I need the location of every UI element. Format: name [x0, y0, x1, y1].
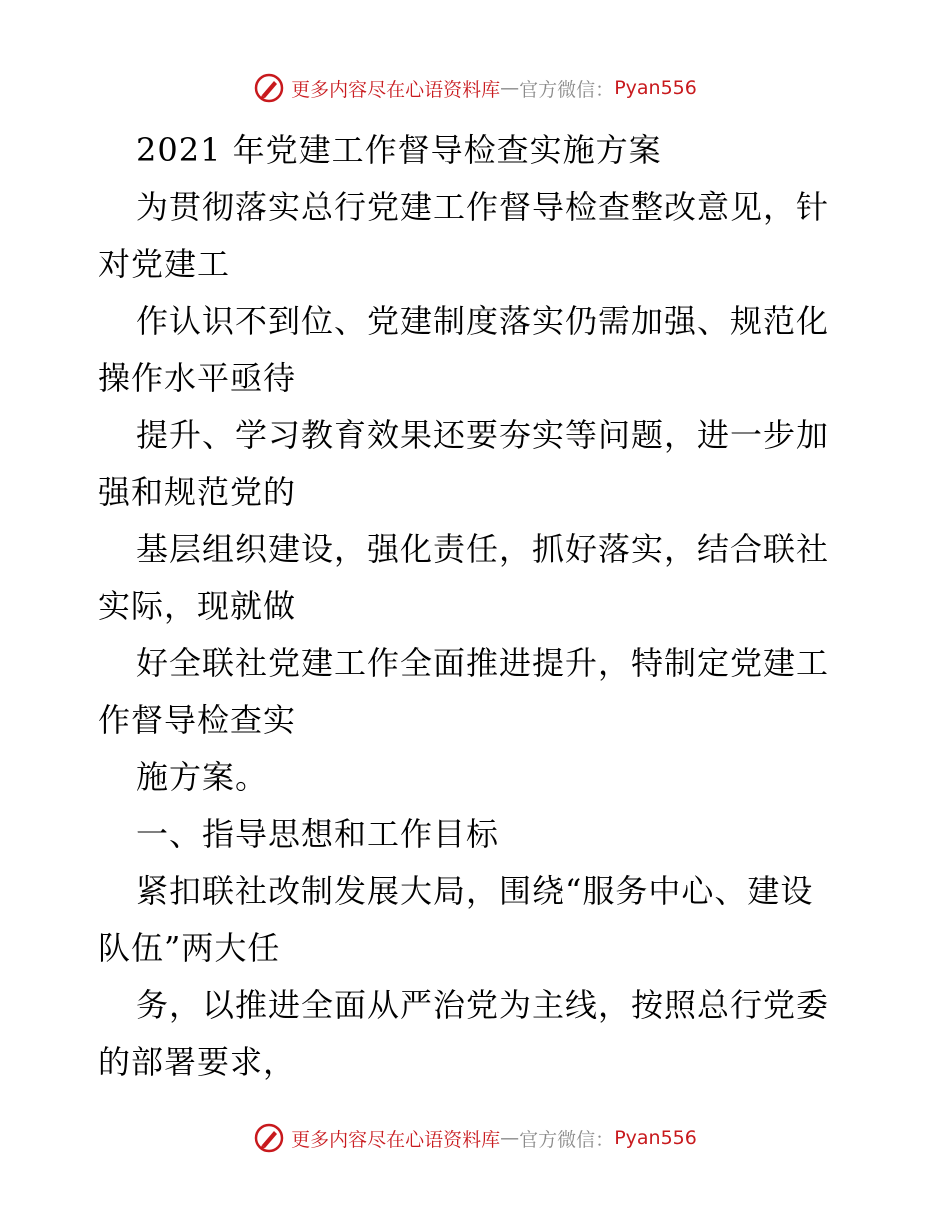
text-line: 的部署要求， [98, 1043, 297, 1081]
footer-watermark [0, 1122, 950, 1154]
pen-logo-icon [253, 1122, 285, 1154]
text-line: 作认识不到位、党建制度落实仍需加强、规范化 [136, 302, 830, 340]
section-heading: 一、指导思想和工作目标 [136, 815, 500, 853]
text-line: 基层组织建设，强化责任，抓好落实，结合联社 [136, 530, 830, 568]
text-line: 作督导检查实 [98, 701, 297, 739]
text-line: 强和规范党的 [98, 473, 297, 511]
text-line: 操作水平亟待 [98, 359, 297, 397]
text-line: 为贯彻落实总行党建工作督导检查整改意见，针 [136, 188, 830, 226]
watermark-dash: — [500, 77, 520, 99]
watermark-wechat-label: 官方微信： [519, 1128, 615, 1151]
text-line: 提升、学习教育效果还要夯实等问题，进一步加 [136, 416, 830, 454]
watermark-wechat-label: 官方微信： [519, 78, 615, 101]
header-watermark [0, 72, 950, 104]
text-line: 实际，现就做 [98, 587, 297, 625]
text-line: 施方案。 [136, 758, 269, 796]
watermark-main-text: 更多内容尽在心语资料库 [291, 1128, 501, 1151]
document-body [98, 122, 858, 1091]
pen-logo-icon [253, 72, 285, 104]
watermark-dash: — [500, 1127, 520, 1149]
watermark-wechat-id: Pyan556 [614, 77, 697, 99]
watermark-main-text: 更多内容尽在心语资料库 [291, 78, 501, 101]
text-line: 务，以推进全面从严治党为主线，按照总行党委 [136, 986, 830, 1024]
text-line: 紧扣联社改制发展大局，围绕“服务中心、建设 [136, 872, 814, 910]
text-line: 队伍”两大任 [98, 929, 281, 967]
text-line: 好全联社党建工作全面推进提升，特制定党建工 [136, 644, 830, 682]
watermark-wechat-id: Pyan556 [614, 1127, 697, 1149]
text-line: 对党建工 [98, 245, 231, 283]
document-title: 2021 年党建工作督导检查实施方案 [136, 131, 662, 169]
